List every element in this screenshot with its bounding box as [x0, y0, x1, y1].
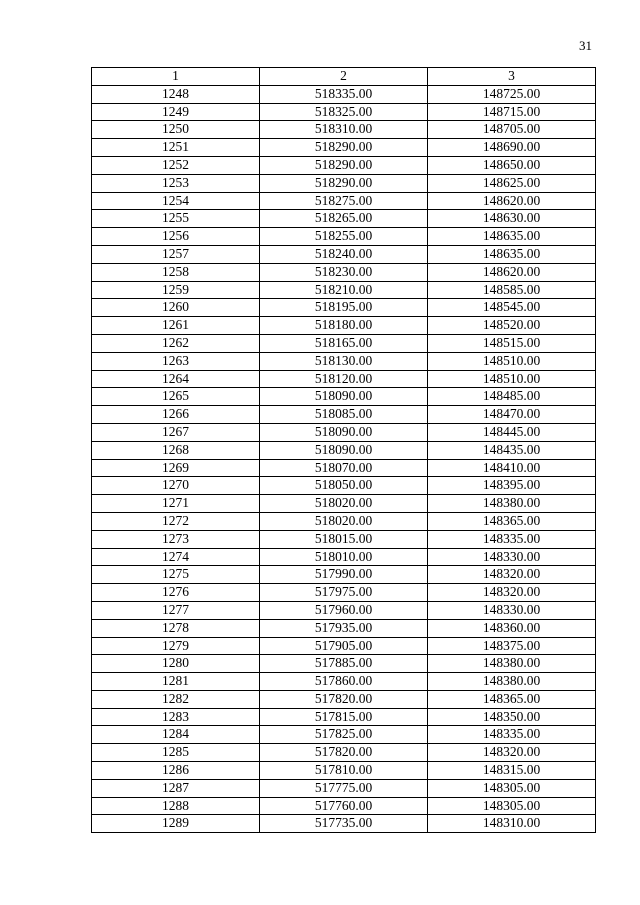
- table-cell-col-1: 1253: [92, 174, 260, 192]
- table-cell-col-3: 148515.00: [428, 334, 596, 352]
- table-cell-col-1: 1251: [92, 139, 260, 157]
- table-cell-col-3: 148315.00: [428, 762, 596, 780]
- table-cell-col-1: 1252: [92, 156, 260, 174]
- table-cell-col-1: 1276: [92, 584, 260, 602]
- table-cell-col-2: 518275.00: [260, 192, 428, 210]
- table-cell-col-2: 518120.00: [260, 370, 428, 388]
- table-row: [92, 762, 596, 780]
- table-row: [92, 512, 596, 530]
- table-row: [92, 726, 596, 744]
- table-row: [92, 477, 596, 495]
- table-body: [92, 85, 596, 832]
- table-row: [92, 281, 596, 299]
- table-row: [92, 619, 596, 637]
- table-cell-col-1: 1257: [92, 245, 260, 263]
- table-cell-col-3: 148635.00: [428, 228, 596, 246]
- table-cell-col-2: 517825.00: [260, 726, 428, 744]
- table-cell-col-3: 148545.00: [428, 299, 596, 317]
- table-cell-col-2: 517810.00: [260, 762, 428, 780]
- table-cell-col-2: 517975.00: [260, 584, 428, 602]
- table-row: [92, 441, 596, 459]
- column-header-3: 3: [428, 68, 596, 86]
- table-row: [92, 530, 596, 548]
- table-cell-col-3: 148725.00: [428, 85, 596, 103]
- table-cell-col-2: 518290.00: [260, 156, 428, 174]
- coordinates-table: [91, 67, 596, 833]
- table-cell-col-3: 148380.00: [428, 673, 596, 691]
- table-cell-col-3: 148380.00: [428, 495, 596, 513]
- table-row: [92, 334, 596, 352]
- table-cell-col-2: 517815.00: [260, 708, 428, 726]
- table-cell-col-3: 148330.00: [428, 601, 596, 619]
- table-row: [92, 423, 596, 441]
- table-cell-col-1: 1274: [92, 548, 260, 566]
- table-cell-col-3: 148395.00: [428, 477, 596, 495]
- table-cell-col-2: 517905.00: [260, 637, 428, 655]
- table-row: [92, 673, 596, 691]
- table-cell-col-1: 1263: [92, 352, 260, 370]
- table-cell-col-2: 517885.00: [260, 655, 428, 673]
- table-cell-col-2: 517775.00: [260, 779, 428, 797]
- table-cell-col-3: 148375.00: [428, 637, 596, 655]
- table-cell-col-1: 1272: [92, 512, 260, 530]
- table-cell-col-1: 1267: [92, 423, 260, 441]
- table-cell-col-2: 518310.00: [260, 121, 428, 139]
- table-cell-col-2: 518085.00: [260, 406, 428, 424]
- table-cell-col-1: 1249: [92, 103, 260, 121]
- table-cell-col-3: 148510.00: [428, 370, 596, 388]
- table-cell-col-3: 148485.00: [428, 388, 596, 406]
- table-cell-col-1: 1281: [92, 673, 260, 691]
- table-row: [92, 708, 596, 726]
- table-row: [92, 352, 596, 370]
- table-cell-col-1: 1273: [92, 530, 260, 548]
- table-row: [92, 601, 596, 619]
- table-row: [92, 85, 596, 103]
- table-row: [92, 548, 596, 566]
- table-cell-col-3: 148380.00: [428, 655, 596, 673]
- table-row: [92, 388, 596, 406]
- table-cell-col-1: 1264: [92, 370, 260, 388]
- table-cell-col-3: 148360.00: [428, 619, 596, 637]
- table-cell-col-1: 1282: [92, 690, 260, 708]
- table-row: [92, 495, 596, 513]
- table-cell-col-2: 518265.00: [260, 210, 428, 228]
- table-cell-col-3: 148650.00: [428, 156, 596, 174]
- table-cell-col-2: 517735.00: [260, 815, 428, 833]
- table-row: [92, 406, 596, 424]
- table-row: [92, 121, 596, 139]
- table-cell-col-3: 148320.00: [428, 566, 596, 584]
- table-row: [92, 690, 596, 708]
- table-cell-col-1: 1287: [92, 779, 260, 797]
- table-row: [92, 779, 596, 797]
- table-cell-col-3: 148320.00: [428, 744, 596, 762]
- table-cell-col-2: 517820.00: [260, 690, 428, 708]
- table-cell-col-2: 518230.00: [260, 263, 428, 281]
- table-cell-col-2: 518050.00: [260, 477, 428, 495]
- table-cell-col-3: 148510.00: [428, 352, 596, 370]
- table-cell-col-3: 148435.00: [428, 441, 596, 459]
- table-cell-col-1: 1248: [92, 85, 260, 103]
- table-cell-col-1: 1288: [92, 797, 260, 815]
- table-row: [92, 210, 596, 228]
- table-cell-col-2: 517860.00: [260, 673, 428, 691]
- table-cell-col-3: 148305.00: [428, 779, 596, 797]
- table-cell-col-3: 148335.00: [428, 726, 596, 744]
- table-cell-col-2: 517960.00: [260, 601, 428, 619]
- table-row: [92, 103, 596, 121]
- table-row: [92, 192, 596, 210]
- table-cell-col-1: 1266: [92, 406, 260, 424]
- table-cell-col-1: 1285: [92, 744, 260, 762]
- table-cell-col-1: 1283: [92, 708, 260, 726]
- table-cell-col-2: 518070.00: [260, 459, 428, 477]
- table-cell-col-3: 148585.00: [428, 281, 596, 299]
- table-cell-col-1: 1256: [92, 228, 260, 246]
- table-cell-col-2: 518210.00: [260, 281, 428, 299]
- table-cell-col-2: 518335.00: [260, 85, 428, 103]
- table-cell-col-1: 1284: [92, 726, 260, 744]
- table-cell-col-2: 518180.00: [260, 317, 428, 335]
- table-cell-col-3: 148470.00: [428, 406, 596, 424]
- table-cell-col-3: 148705.00: [428, 121, 596, 139]
- table-cell-col-2: 518015.00: [260, 530, 428, 548]
- table-cell-col-2: 518240.00: [260, 245, 428, 263]
- table-cell-col-3: 148445.00: [428, 423, 596, 441]
- table-cell-col-3: 148330.00: [428, 548, 596, 566]
- table-cell-col-2: 518255.00: [260, 228, 428, 246]
- table-cell-col-1: 1286: [92, 762, 260, 780]
- table-cell-col-3: 148320.00: [428, 584, 596, 602]
- table-cell-col-2: 518020.00: [260, 495, 428, 513]
- table-row: [92, 744, 596, 762]
- table-cell-col-1: 1277: [92, 601, 260, 619]
- table-cell-col-1: 1255: [92, 210, 260, 228]
- table-cell-col-3: 148365.00: [428, 690, 596, 708]
- table-row: [92, 797, 596, 815]
- table-cell-col-2: 518010.00: [260, 548, 428, 566]
- table-cell-col-1: 1260: [92, 299, 260, 317]
- table-cell-col-2: 517990.00: [260, 566, 428, 584]
- table-cell-col-3: 148335.00: [428, 530, 596, 548]
- table-cell-col-1: 1278: [92, 619, 260, 637]
- table-cell-col-2: 518090.00: [260, 423, 428, 441]
- table-cell-col-1: 1262: [92, 334, 260, 352]
- table-row: [92, 370, 596, 388]
- table-row: [92, 228, 596, 246]
- table-cell-col-1: 1275: [92, 566, 260, 584]
- table-cell-col-2: 518195.00: [260, 299, 428, 317]
- table-row: [92, 299, 596, 317]
- table-cell-col-3: 148715.00: [428, 103, 596, 121]
- table-row: [92, 584, 596, 602]
- table-cell-col-2: 518090.00: [260, 388, 428, 406]
- table-row: [92, 156, 596, 174]
- table-cell-col-2: 518165.00: [260, 334, 428, 352]
- table-cell-col-3: 148365.00: [428, 512, 596, 530]
- table-cell-col-1: 1280: [92, 655, 260, 673]
- table-cell-col-1: 1289: [92, 815, 260, 833]
- table-cell-col-2: 518130.00: [260, 352, 428, 370]
- table-row: [92, 245, 596, 263]
- table-cell-col-2: 518020.00: [260, 512, 428, 530]
- page-number: 31: [579, 38, 592, 53]
- column-header-1: 1: [92, 68, 260, 86]
- table-row: [92, 637, 596, 655]
- table-cell-col-3: 148350.00: [428, 708, 596, 726]
- table-cell-col-1: 1258: [92, 263, 260, 281]
- table-row: [92, 655, 596, 673]
- table-cell-col-2: 518090.00: [260, 441, 428, 459]
- table-cell-col-1: 1271: [92, 495, 260, 513]
- table-cell-col-3: 148305.00: [428, 797, 596, 815]
- table-cell-col-3: 148520.00: [428, 317, 596, 335]
- table-header-row: [92, 68, 596, 86]
- table-cell-col-1: 1265: [92, 388, 260, 406]
- column-header-2: 2: [260, 68, 428, 86]
- table-cell-col-3: 148690.00: [428, 139, 596, 157]
- table-row: [92, 815, 596, 833]
- table-cell-col-1: 1259: [92, 281, 260, 299]
- table-cell-col-1: 1269: [92, 459, 260, 477]
- table-cell-col-2: 517935.00: [260, 619, 428, 637]
- table-cell-col-2: 517820.00: [260, 744, 428, 762]
- table-cell-col-3: 148630.00: [428, 210, 596, 228]
- table-row: [92, 317, 596, 335]
- table-cell-col-2: 518290.00: [260, 174, 428, 192]
- table-cell-col-2: 517760.00: [260, 797, 428, 815]
- table-cell-col-3: 148620.00: [428, 263, 596, 281]
- table-cell-col-1: 1270: [92, 477, 260, 495]
- table-cell-col-2: 518290.00: [260, 139, 428, 157]
- table-cell-col-1: 1254: [92, 192, 260, 210]
- table-cell-col-1: 1250: [92, 121, 260, 139]
- table-row: [92, 263, 596, 281]
- table-cell-col-3: 148635.00: [428, 245, 596, 263]
- table-row: [92, 174, 596, 192]
- table-cell-col-1: 1261: [92, 317, 260, 335]
- table-cell-col-2: 518325.00: [260, 103, 428, 121]
- table-cell-col-3: 148625.00: [428, 174, 596, 192]
- table-cell-col-1: 1268: [92, 441, 260, 459]
- table-row: [92, 566, 596, 584]
- table-row: [92, 459, 596, 477]
- table-cell-col-3: 148620.00: [428, 192, 596, 210]
- table-cell-col-3: 148410.00: [428, 459, 596, 477]
- table-row: [92, 139, 596, 157]
- table-cell-col-1: 1279: [92, 637, 260, 655]
- table-cell-col-3: 148310.00: [428, 815, 596, 833]
